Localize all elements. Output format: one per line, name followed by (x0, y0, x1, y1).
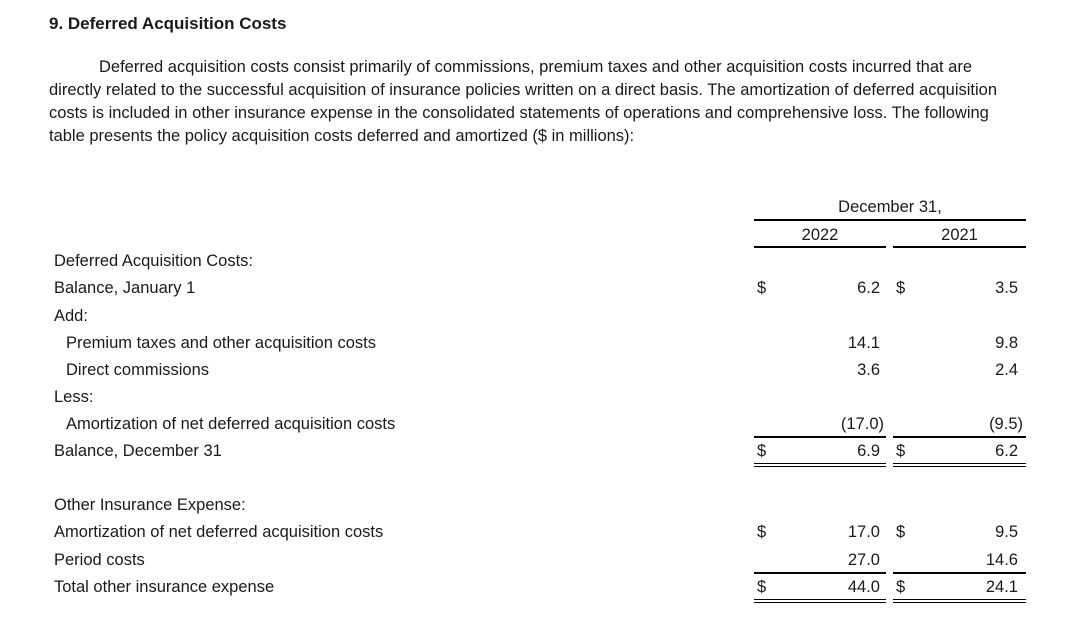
balance-jan-label: Balance, January 1 (54, 279, 196, 297)
period-costs-label: Period costs (54, 551, 145, 569)
header-date: December 31, (838, 198, 942, 216)
balance-dec-double-rule-2021 (893, 463, 1026, 467)
currency-symbol: $ (757, 279, 767, 297)
total-oie-double-rule-2021 (893, 599, 1026, 603)
paragraph-text: Deferred acquisition costs consist primarily of commissions, premium taxes and other acquisition costs incurred that are directly related to the successful acquisition of insurance policies written on a direct basis. The amortization of deferred acquisition costs is included in other insurance expense in the consolidated statements of operations and comprehensive loss. The following table presents the policy acquisition costs deferred and amortized ($ in millions): (49, 58, 998, 145)
section-title: 9. Deferred Acquisition Costs (49, 14, 287, 33)
year-2021-rule (893, 246, 1026, 248)
oie-amortization-label: Amortization of net deferred acquisition costs (54, 523, 384, 541)
balance-dec-double-rule-2022 (754, 463, 886, 467)
oie-heading: Other Insurance Expense: (54, 496, 246, 514)
less-label: Less: (54, 388, 94, 406)
amortization-rule-2021 (893, 436, 1026, 438)
period-costs-rule-2022 (754, 572, 886, 574)
balance-jan-2022: 6.2 (857, 279, 880, 297)
balance-jan-2021: 3.5 (995, 279, 1018, 297)
premium-taxes-label: Premium taxes and other acquisition costs (66, 334, 376, 352)
currency-symbol: $ (896, 442, 906, 460)
amortization-2021: (9.5) (989, 415, 1023, 433)
oie-amortization-2022: 17.0 (847, 523, 880, 541)
direct-commissions-2022: 3.6 (857, 361, 880, 379)
oie-amortization-2021: 9.5 (995, 523, 1018, 541)
year-2021: 2021 (941, 226, 978, 244)
amortization-label: Amortization of net deferred acquisition costs (66, 415, 396, 433)
balance-dec-2022: 6.9 (857, 442, 880, 460)
currency-symbol: $ (757, 578, 767, 596)
year-2022-rule (754, 246, 886, 248)
amortization-2022: (17.0) (840, 415, 884, 433)
period-costs-2021: 14.6 (985, 551, 1018, 569)
total-oie-double-rule-2022 (754, 599, 886, 603)
section-paragraph (49, 56, 1024, 148)
currency-symbol: $ (896, 523, 906, 541)
currency-symbol: $ (896, 279, 906, 297)
currency-symbol: $ (757, 442, 767, 460)
total-oie-2021: 24.1 (985, 578, 1018, 596)
currency-symbol: $ (896, 578, 906, 596)
direct-commissions-label: Direct commissions (66, 361, 210, 379)
balance-dec-label: Balance, December 31 (54, 442, 222, 460)
add-label: Add: (54, 307, 88, 325)
balance-dec-2021: 6.2 (995, 442, 1018, 460)
period-costs-rule-2021 (893, 572, 1026, 574)
direct-commissions-2021: 2.4 (995, 361, 1018, 379)
total-oie-label: Total other insurance expense (54, 578, 275, 596)
amortization-rule-2022 (754, 436, 886, 438)
dac-heading: Deferred Acquisition Costs: (54, 252, 254, 270)
premium-taxes-2022: 14.1 (847, 334, 880, 352)
year-2022: 2022 (801, 226, 839, 244)
total-oie-2022: 44.0 (847, 578, 880, 596)
period-costs-2022: 27.0 (847, 551, 880, 569)
currency-symbol: $ (757, 523, 767, 541)
header-rule (754, 219, 1026, 221)
premium-taxes-2021: 9.8 (995, 334, 1018, 352)
